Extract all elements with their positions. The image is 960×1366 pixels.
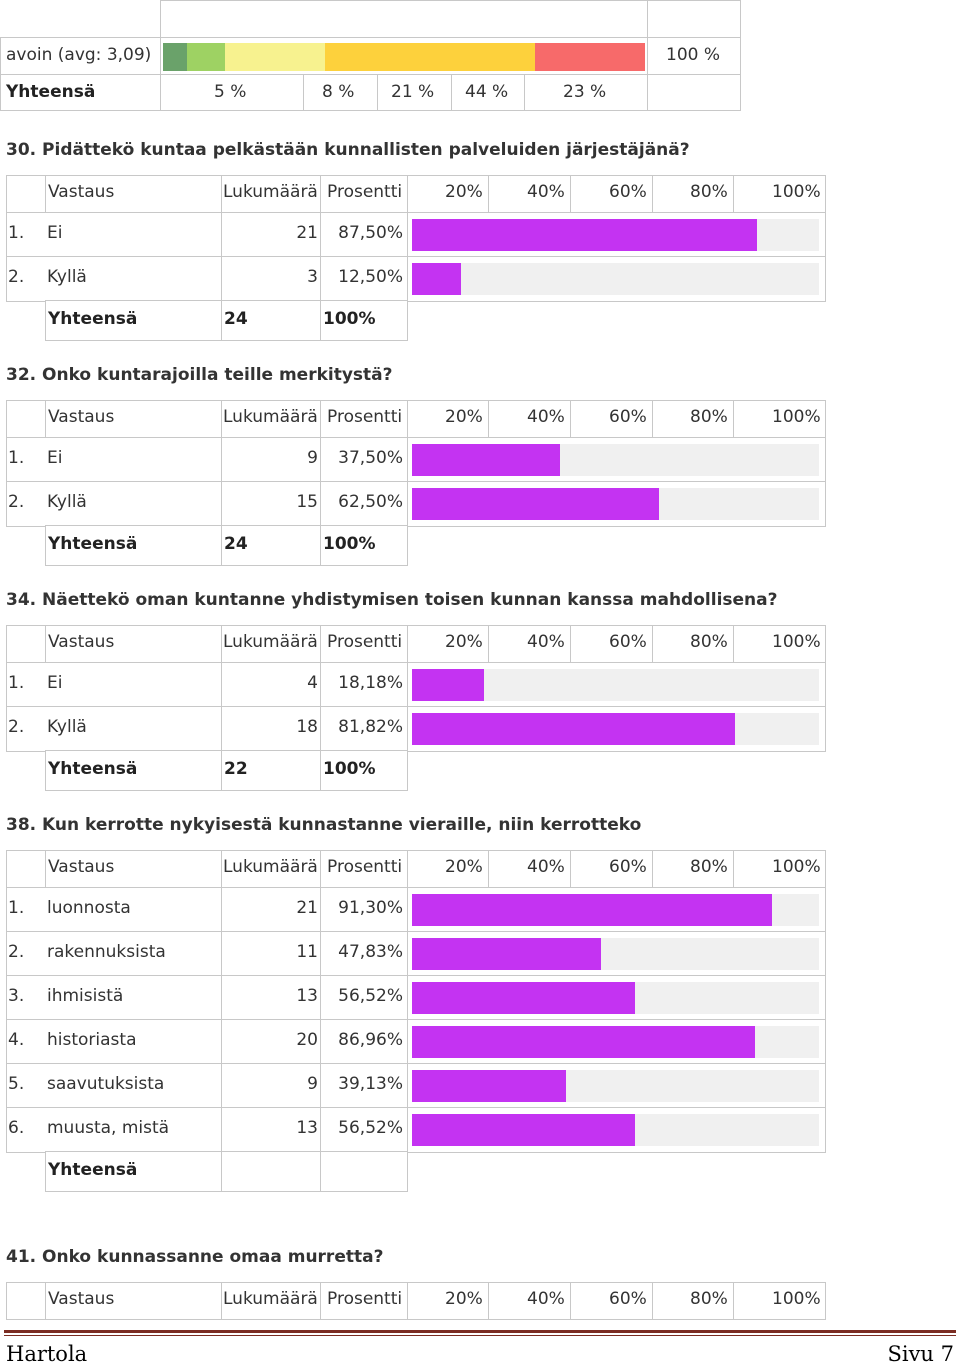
row-number: 1. [8, 448, 25, 468]
row-percent: 18,18% [338, 673, 403, 693]
question-title: 30. Pidättekö kuntaa pelkästään kunnallisten palveluiden järjestäjänä? [6, 140, 690, 160]
total-percent: 100% [323, 759, 376, 779]
row-label: Kyllä [47, 492, 87, 512]
header-vastaus: Vastaus [48, 182, 115, 202]
header-scale-tick: 60% [609, 632, 647, 652]
header-scale-tick: 60% [609, 407, 647, 427]
row-number: 3. [8, 986, 25, 1006]
bar-fill [412, 488, 659, 520]
row-number: 1. [8, 898, 25, 918]
header-vastaus: Vastaus [48, 857, 115, 877]
row-count: 4 [307, 673, 318, 693]
row-count: 9 [307, 448, 318, 468]
row-label: historiasta [47, 1030, 137, 1050]
header-scale-tick: 40% [527, 407, 565, 427]
row-percent: 62,50% [338, 492, 403, 512]
total-count: 24 [224, 534, 248, 554]
summary-total-label: Yhteensä [6, 82, 96, 102]
question-title: 38. Kun kerrotte nykyisestä kunnastanne vieraille, niin kerrotteko [6, 815, 642, 835]
header-cell-num [6, 1282, 46, 1320]
header-prosentti: Prosentti [327, 182, 403, 202]
total-label: Yhteensä [48, 309, 138, 329]
header-scale-tick: 20% [445, 182, 483, 202]
row-label: Ei [47, 223, 63, 243]
header-scale-tick: 100% [772, 857, 821, 877]
header-scale-tick: 40% [527, 1289, 565, 1309]
header-prosentti: Prosentti [327, 857, 403, 877]
row-label: ihmisistä [47, 986, 124, 1006]
row-number: 2. [8, 717, 25, 737]
row-label: luonnosta [47, 898, 131, 918]
row-count: 15 [296, 492, 318, 512]
header-vastaus: Vastaus [48, 407, 115, 427]
header-scale-tick: 80% [690, 182, 728, 202]
total-pct-cell [320, 1151, 408, 1192]
row-label-cell [6, 212, 222, 258]
summary-avoin-label: avoin (avg: 3,09) [6, 45, 152, 65]
row-number: 2. [8, 267, 25, 287]
row-count: 13 [296, 986, 318, 1006]
total-label: Yhteensä [48, 1160, 138, 1180]
header-scale-tick: 20% [445, 632, 483, 652]
row-percent: 47,83% [338, 942, 403, 962]
bar-fill [412, 982, 635, 1014]
footer-right: Sivu 7 [887, 1342, 954, 1366]
header-scale-tick: 20% [445, 1289, 483, 1309]
bar-fill [412, 713, 735, 745]
bar-fill [412, 444, 560, 476]
row-number: 2. [8, 492, 25, 512]
row-count: 18 [296, 717, 318, 737]
row-label: Kyllä [47, 717, 87, 737]
footer-rule [4, 1330, 956, 1333]
bar-track [412, 938, 819, 970]
row-percent: 81,82% [338, 717, 403, 737]
row-number: 6. [8, 1118, 25, 1138]
row-label: muusta, mistä [47, 1118, 170, 1138]
bar-track [412, 1026, 819, 1058]
row-percent: 87,50% [338, 223, 403, 243]
header-scale-tick: 100% [772, 1289, 821, 1309]
footer-left: Hartola [6, 1342, 88, 1366]
header-scale-tick: 40% [527, 857, 565, 877]
header-lukumaara: Lukumäärä [223, 1289, 318, 1309]
stacked-bar [163, 43, 645, 71]
bar-fill [412, 219, 757, 251]
total-count-cell [221, 1151, 321, 1192]
row-percent: 56,52% [338, 1118, 403, 1138]
row-percent: 37,50% [338, 448, 403, 468]
row-count: 3 [307, 267, 318, 287]
row-count: 21 [296, 223, 318, 243]
header-vastaus: Vastaus [48, 632, 115, 652]
bar-track [412, 894, 819, 926]
bar-track [412, 1114, 819, 1146]
header-prosentti: Prosentti [327, 1289, 403, 1309]
row-count: 13 [296, 1118, 318, 1138]
header-vastaus: Vastaus [48, 1289, 115, 1309]
row-label-cell [6, 662, 222, 708]
header-prosentti: Prosentti [327, 632, 403, 652]
summary-dist-1: 5 % [214, 82, 247, 102]
header-scale-tick: 80% [690, 632, 728, 652]
bar-track [412, 669, 819, 701]
bar-fill [412, 1114, 635, 1146]
bar-track [412, 1070, 819, 1102]
row-label: Kyllä [47, 267, 87, 287]
row-number: 1. [8, 673, 25, 693]
header-scale-tick: 100% [772, 632, 821, 652]
summary-dist-2: 8 % [322, 82, 355, 102]
stacked-segment [325, 43, 535, 71]
header-scale-tick: 60% [609, 857, 647, 877]
total-percent: 100% [323, 534, 376, 554]
header-cell-num [6, 625, 46, 663]
bar-track [412, 488, 819, 520]
bar-track [412, 713, 819, 745]
row-percent: 86,96% [338, 1030, 403, 1050]
row-label: rakennuksista [47, 942, 166, 962]
header-cell-num [6, 400, 46, 438]
header-lukumaara: Lukumäärä [223, 182, 318, 202]
header-scale-tick: 20% [445, 857, 483, 877]
row-label-cell [6, 706, 222, 752]
bar-fill [412, 1070, 566, 1102]
bar-fill [412, 669, 484, 701]
footer-rule-thin [4, 1335, 956, 1336]
header-cell-num [6, 175, 46, 213]
row-number: 1. [8, 223, 25, 243]
row-percent: 91,30% [338, 898, 403, 918]
stacked-segment [163, 43, 187, 71]
total-count: 22 [224, 759, 248, 779]
summary-dist-4: 44 % [465, 82, 509, 102]
row-percent: 12,50% [338, 267, 403, 287]
summary-dist-5: 23 % [563, 82, 607, 102]
row-label: Ei [47, 673, 63, 693]
bar-fill [412, 263, 461, 295]
bar-fill [412, 894, 772, 926]
bar-fill [412, 938, 601, 970]
row-label-cell [6, 437, 222, 483]
row-number: 5. [8, 1074, 25, 1094]
stacked-segment [187, 43, 225, 71]
header-scale-tick: 80% [690, 407, 728, 427]
row-count: 9 [307, 1074, 318, 1094]
header-scale-tick: 80% [690, 857, 728, 877]
header-scale-tick: 80% [690, 1289, 728, 1309]
question-title: 34. Näettekö oman kuntanne yhdistymisen toisen kunnan kanssa mahdollisena? [6, 590, 778, 610]
row-label: saavutuksista [47, 1074, 165, 1094]
header-scale-tick: 60% [609, 182, 647, 202]
header-scale-tick: 100% [772, 182, 821, 202]
header-scale-tick: 40% [527, 182, 565, 202]
row-percent: 56,52% [338, 986, 403, 1006]
header-lukumaara: Lukumäärä [223, 407, 318, 427]
total-label: Yhteensä [48, 759, 138, 779]
row-count: 11 [296, 942, 318, 962]
header-scale-tick: 100% [772, 407, 821, 427]
row-label-cell [6, 481, 222, 527]
bar-track [412, 263, 819, 295]
bar-track [412, 219, 819, 251]
header-lukumaara: Lukumäärä [223, 632, 318, 652]
header-prosentti: Prosentti [327, 407, 403, 427]
summary-pct: 100 % [666, 45, 721, 65]
question-title: 41. Onko kunnassanne omaa murretta? [6, 1247, 384, 1267]
total-count: 24 [224, 309, 248, 329]
summary-dist-cell-6 [647, 74, 741, 111]
stacked-segment [535, 43, 645, 71]
row-count: 20 [296, 1030, 318, 1050]
row-number: 2. [8, 942, 25, 962]
row-number: 4. [8, 1030, 25, 1050]
question-title: 32. Onko kuntarajoilla teille merkitystä? [6, 365, 393, 385]
total-percent: 100% [323, 309, 376, 329]
total-label: Yhteensä [48, 534, 138, 554]
header-scale-tick: 40% [527, 632, 565, 652]
stacked-segment [225, 43, 325, 71]
row-count: 21 [296, 898, 318, 918]
header-cell-num [6, 850, 46, 888]
summary-row1-empty [647, 0, 741, 38]
bar-fill [412, 1026, 755, 1058]
header-scale-tick: 20% [445, 407, 483, 427]
row-label-cell [6, 256, 222, 302]
bar-track [412, 982, 819, 1014]
header-scale-tick: 60% [609, 1289, 647, 1309]
summary-dist-3: 21 % [391, 82, 435, 102]
header-lukumaara: Lukumäärä [223, 857, 318, 877]
row-percent: 39,13% [338, 1074, 403, 1094]
bar-track [412, 444, 819, 476]
row-label: Ei [47, 448, 63, 468]
